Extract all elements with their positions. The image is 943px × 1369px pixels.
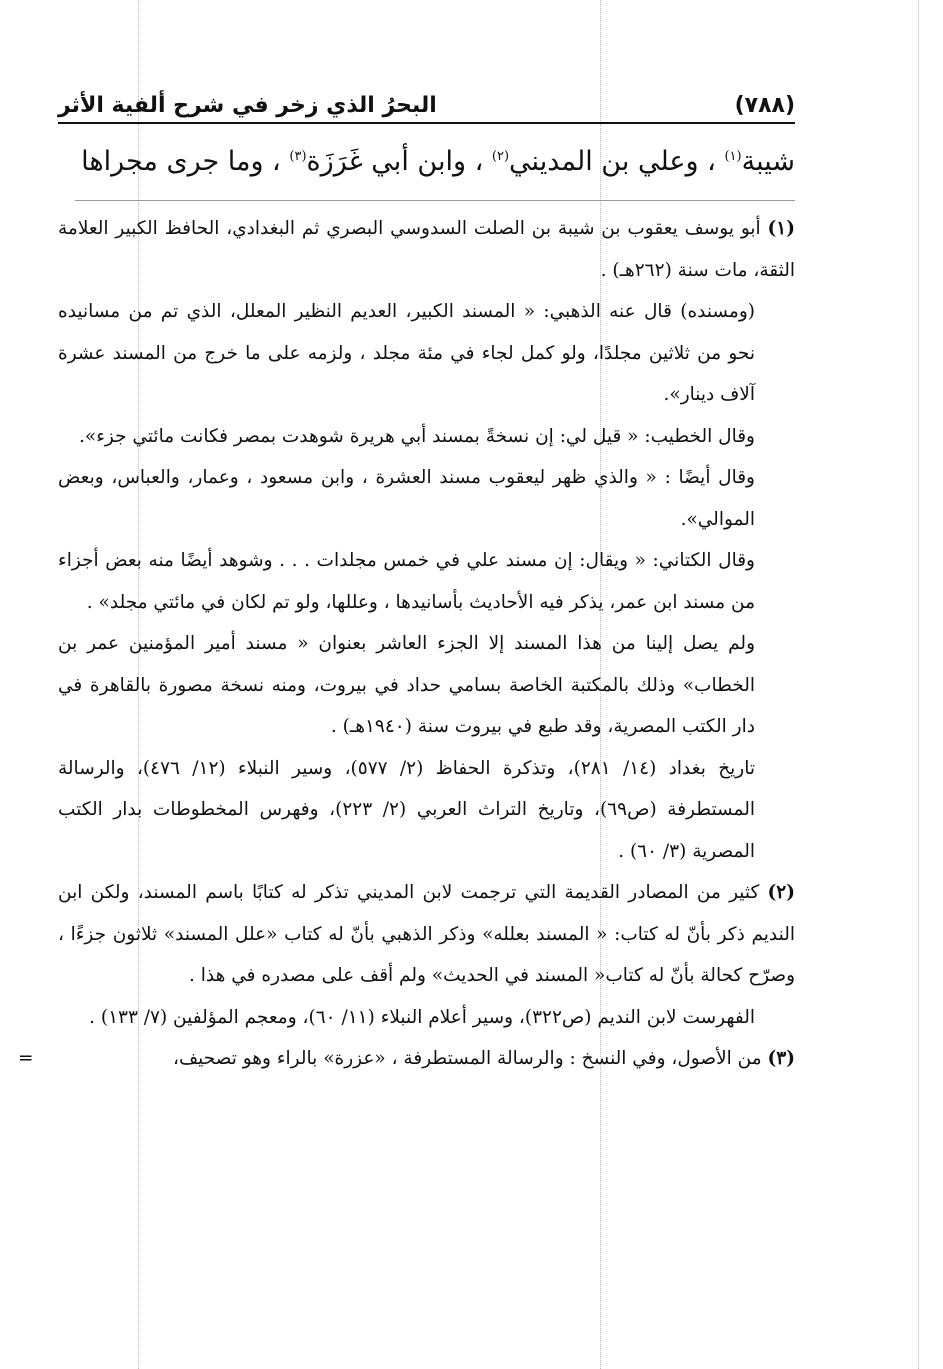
footnote-1	[58, 208, 795, 291]
footnote-paragraph: وقال أيضًا : « والذي ظهر ليعقوب مسند العشرة ، وابن مسعود ، وعمار، والعباس، وبعض الموالي».	[58, 467, 755, 530]
footnote-paragraph: أبو يوسف يعقوب بن شيبة بن الصلت السدوسي البصري ثم البغدادي، الحافظ الكبير العلامة الثقة، مات سنة (٢٦٢هـ) .	[58, 218, 795, 281]
footnote-paragraph: كثير من المصادر القديمة التي ترجمت لابن المديني تذكر له كتابًا باسم المسند، ولكن ابن النديم ذكر بأنّ له كتاب: « المسند بعلله» وذكر الذهبي بأنّ له كتاب «علل المسند» ثلاثون جزءًا ، وصرّح كحالة بأنّ له كتاب« المسند في الحديث» ولم أقف على مصدره في هذا .	[58, 882, 795, 986]
scan-guide-line	[918, 0, 919, 1369]
footnote-paragraph: وقال الخطيب: « قيل لي: إن نسخةً بمسند أبي هريرة شوهدت بمصر فكانت مائتي جزء».	[79, 425, 755, 447]
main-text-segment: شيبة	[741, 146, 795, 177]
main-text-segment: ، وعلي بن المديني	[509, 146, 716, 177]
continuation-mark: =	[18, 1048, 34, 1069]
page-header	[58, 78, 795, 124]
page-number: (٧٨٨)	[734, 93, 795, 118]
footnote-separator	[75, 200, 795, 201]
footnotes	[18, 208, 795, 1080]
footnote-paragraph: وقال الكتاني: « ويقال: إن مسند علي في خمس مجلدات . . . وشوهد أيضًا منه بعض أجزاء من مسند ابن عمر، يذكر فيه الأحاديث بأسانيدها ، وعللها، ولو تم لكان في مائتي مجلد» .	[58, 550, 755, 613]
main-text-segment: ، وابن أبي غَرَزَة	[306, 146, 484, 177]
footnote-ref: (٢)	[491, 149, 510, 164]
footnote-3	[18, 1038, 795, 1080]
footnote-paragraph: (ومسنده) قال عنه الذهبي: « المسند الكبير، العديم النظير المعلل، الذي تم من مسانيده نحو من ثلاثين مجلدًا، ولو كمل لجاء في مئة مجلد ، ولزمه على ما خرج من المسند عشرة آلاف دينار».	[58, 301, 755, 405]
main-text	[58, 135, 795, 184]
footnote-2	[58, 872, 795, 997]
footnote-mark: (١)	[767, 218, 795, 239]
main-text-segment: ، وما جرى مجراها	[81, 146, 281, 177]
footnote-paragraph: من الأصول، وفي النسخ : والرسالة المستطرفة ، «عزرة» بالراء وهو تصحيف،	[173, 1048, 762, 1069]
running-title: البحرُ الذي زخر في شرح ألفية الأثر	[58, 93, 437, 118]
footnote-mark: (٢)	[767, 882, 795, 903]
footnote-references: تاريخ بغداد (١٤/ ٢٨١)، وتذكرة الحفاظ (٢/ ٥٧٧)، وسير النبلاء (١٢/ ٤٧٦)، والرسالة المستطرفة (ص٦٩)، وتاريخ التراث العربي (٢/ ٢٢٣)، وفهرس المخطوطات بدار الكتب المصرية (٣/ ٦٠) .	[58, 757, 756, 862]
footnote-mark: (٣)	[767, 1048, 795, 1069]
footnote-references: الفهرست لابن النديم (ص٣٢٢)، وسير أعلام النبلاء (١١/ ٦٠)، ومعجم المؤلفين (٧/ ١٣٣) .	[89, 1006, 755, 1028]
footnote-paragraph: ولم يصل إلينا من هذا المسند إلا الجزء العاشر بعنوان « مسند أمير المؤمنين عمر بن الخطاب» وذلك بالمكتبة الخاصة بسامي حداد في بيروت، ومنه نسخة مصورة بالقاهرة في دار الكتب المصرية، وقد طبع في بيروت سنة (١٩٤٠هـ) .	[58, 633, 755, 737]
footnote-ref: (٣)	[289, 149, 307, 164]
footnote-ref: (١)	[724, 149, 742, 164]
